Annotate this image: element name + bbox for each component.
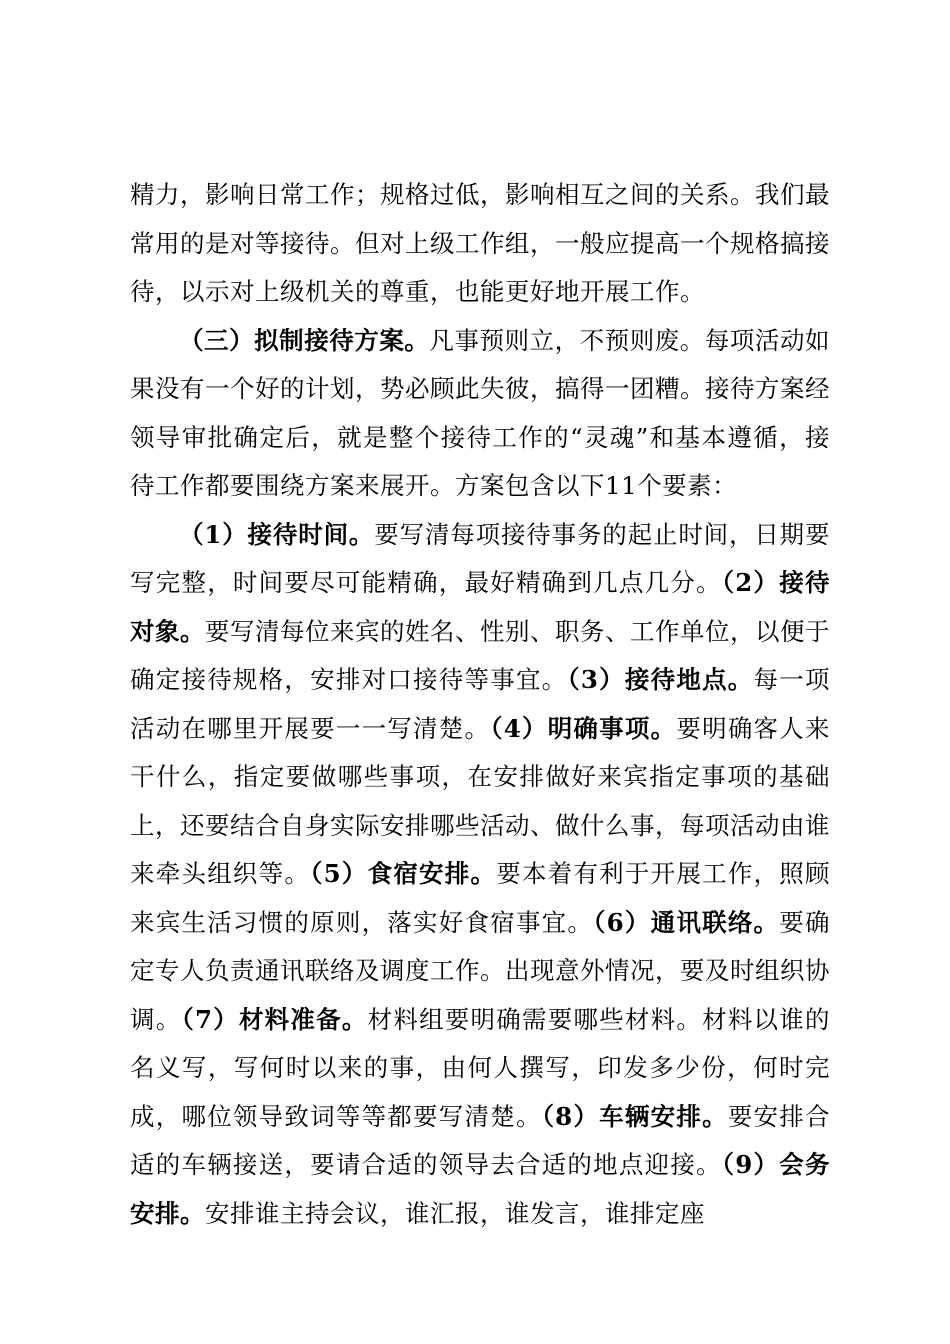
text-run: 要明确客人来干什么，指定要做哪些事项，在安排做好来宾指定事项的基础上，还要结合自身实际安排哪些活动、做什么事，每项活动由谁来牵头组织等。 — [130, 713, 831, 888]
text-run: 要写清每项接待事务的起止时间，日期要写完整，时间要尽可能精确，最好精确到几点几分。 — [130, 519, 831, 597]
element-heading: （3）接待地点。 — [567, 665, 754, 694]
paragraph-3-plan-elements — [130, 511, 830, 1239]
text-run: 要写清每位来宾的姓名、性别、职务、工作单位，以便于确定接待规格，安排对口接待等事宜。 — [130, 616, 830, 694]
element-heading: （9）会务安排。 — [130, 1150, 831, 1228]
paragraph-2-drafting-plan — [130, 317, 830, 511]
element-heading: （2）接待对象。 — [130, 568, 831, 646]
text-run: 材料组要明确需要哪些材料。材料以谁的名义写，写何时以来的事，由何人撰写，印发多少份，何时完成，哪位领导致词等等都要写清楚。 — [130, 1004, 831, 1131]
text-run: 要本着有利于开展工作，照顾来宾生活习惯的原则，落实好食宿事宜。 — [130, 859, 831, 937]
text-run: 每一项活动在哪里开展要一一写清楚。 — [130, 665, 831, 743]
text-run: 安排谁主持会议，谁汇报，谁发言，谁排定座 — [205, 1198, 705, 1228]
element-heading: （8）车辆安排。 — [541, 1101, 728, 1131]
element-heading: （6）通讯联络。 — [593, 907, 780, 937]
document-body — [130, 171, 830, 1238]
text-run: 要安排合适的车辆接送，要请合适的领导去合适的地点迎接。 — [130, 1101, 831, 1179]
paragraph-1 — [130, 171, 830, 317]
element-heading: （5）食宿安排。 — [310, 859, 497, 888]
element-heading: （1）接待时间。 — [179, 519, 375, 549]
text-run: 精力，影响日常工作；规格过低，影响相互之间的关系。我们最常用的是对等接待。但对上级工作组，一般应提高一个规格搞接待，以示对上级机关的尊重，也能更好地开展工作。 — [130, 180, 830, 306]
element-heading: （4）明确事项。 — [490, 713, 677, 743]
text-run: 凡事预则立，不预则废。每项活动如果没有一个好的计划，势必顾此失彼，搞得一团糟。接待方案经领导审批确定后，就是整个接待工作的“灵魂”和基本遵循，接待工作都要围绕方案来展开。方案包含以下11个要素： — [130, 325, 831, 500]
text-run: 要确定专人负责通讯联络及调度工作。出现意外情况，要及时组织协调。 — [130, 907, 831, 1034]
section-heading: （三）拟制接待方案。 — [179, 325, 430, 355]
element-heading: （7）材料准备。 — [181, 1004, 368, 1034]
